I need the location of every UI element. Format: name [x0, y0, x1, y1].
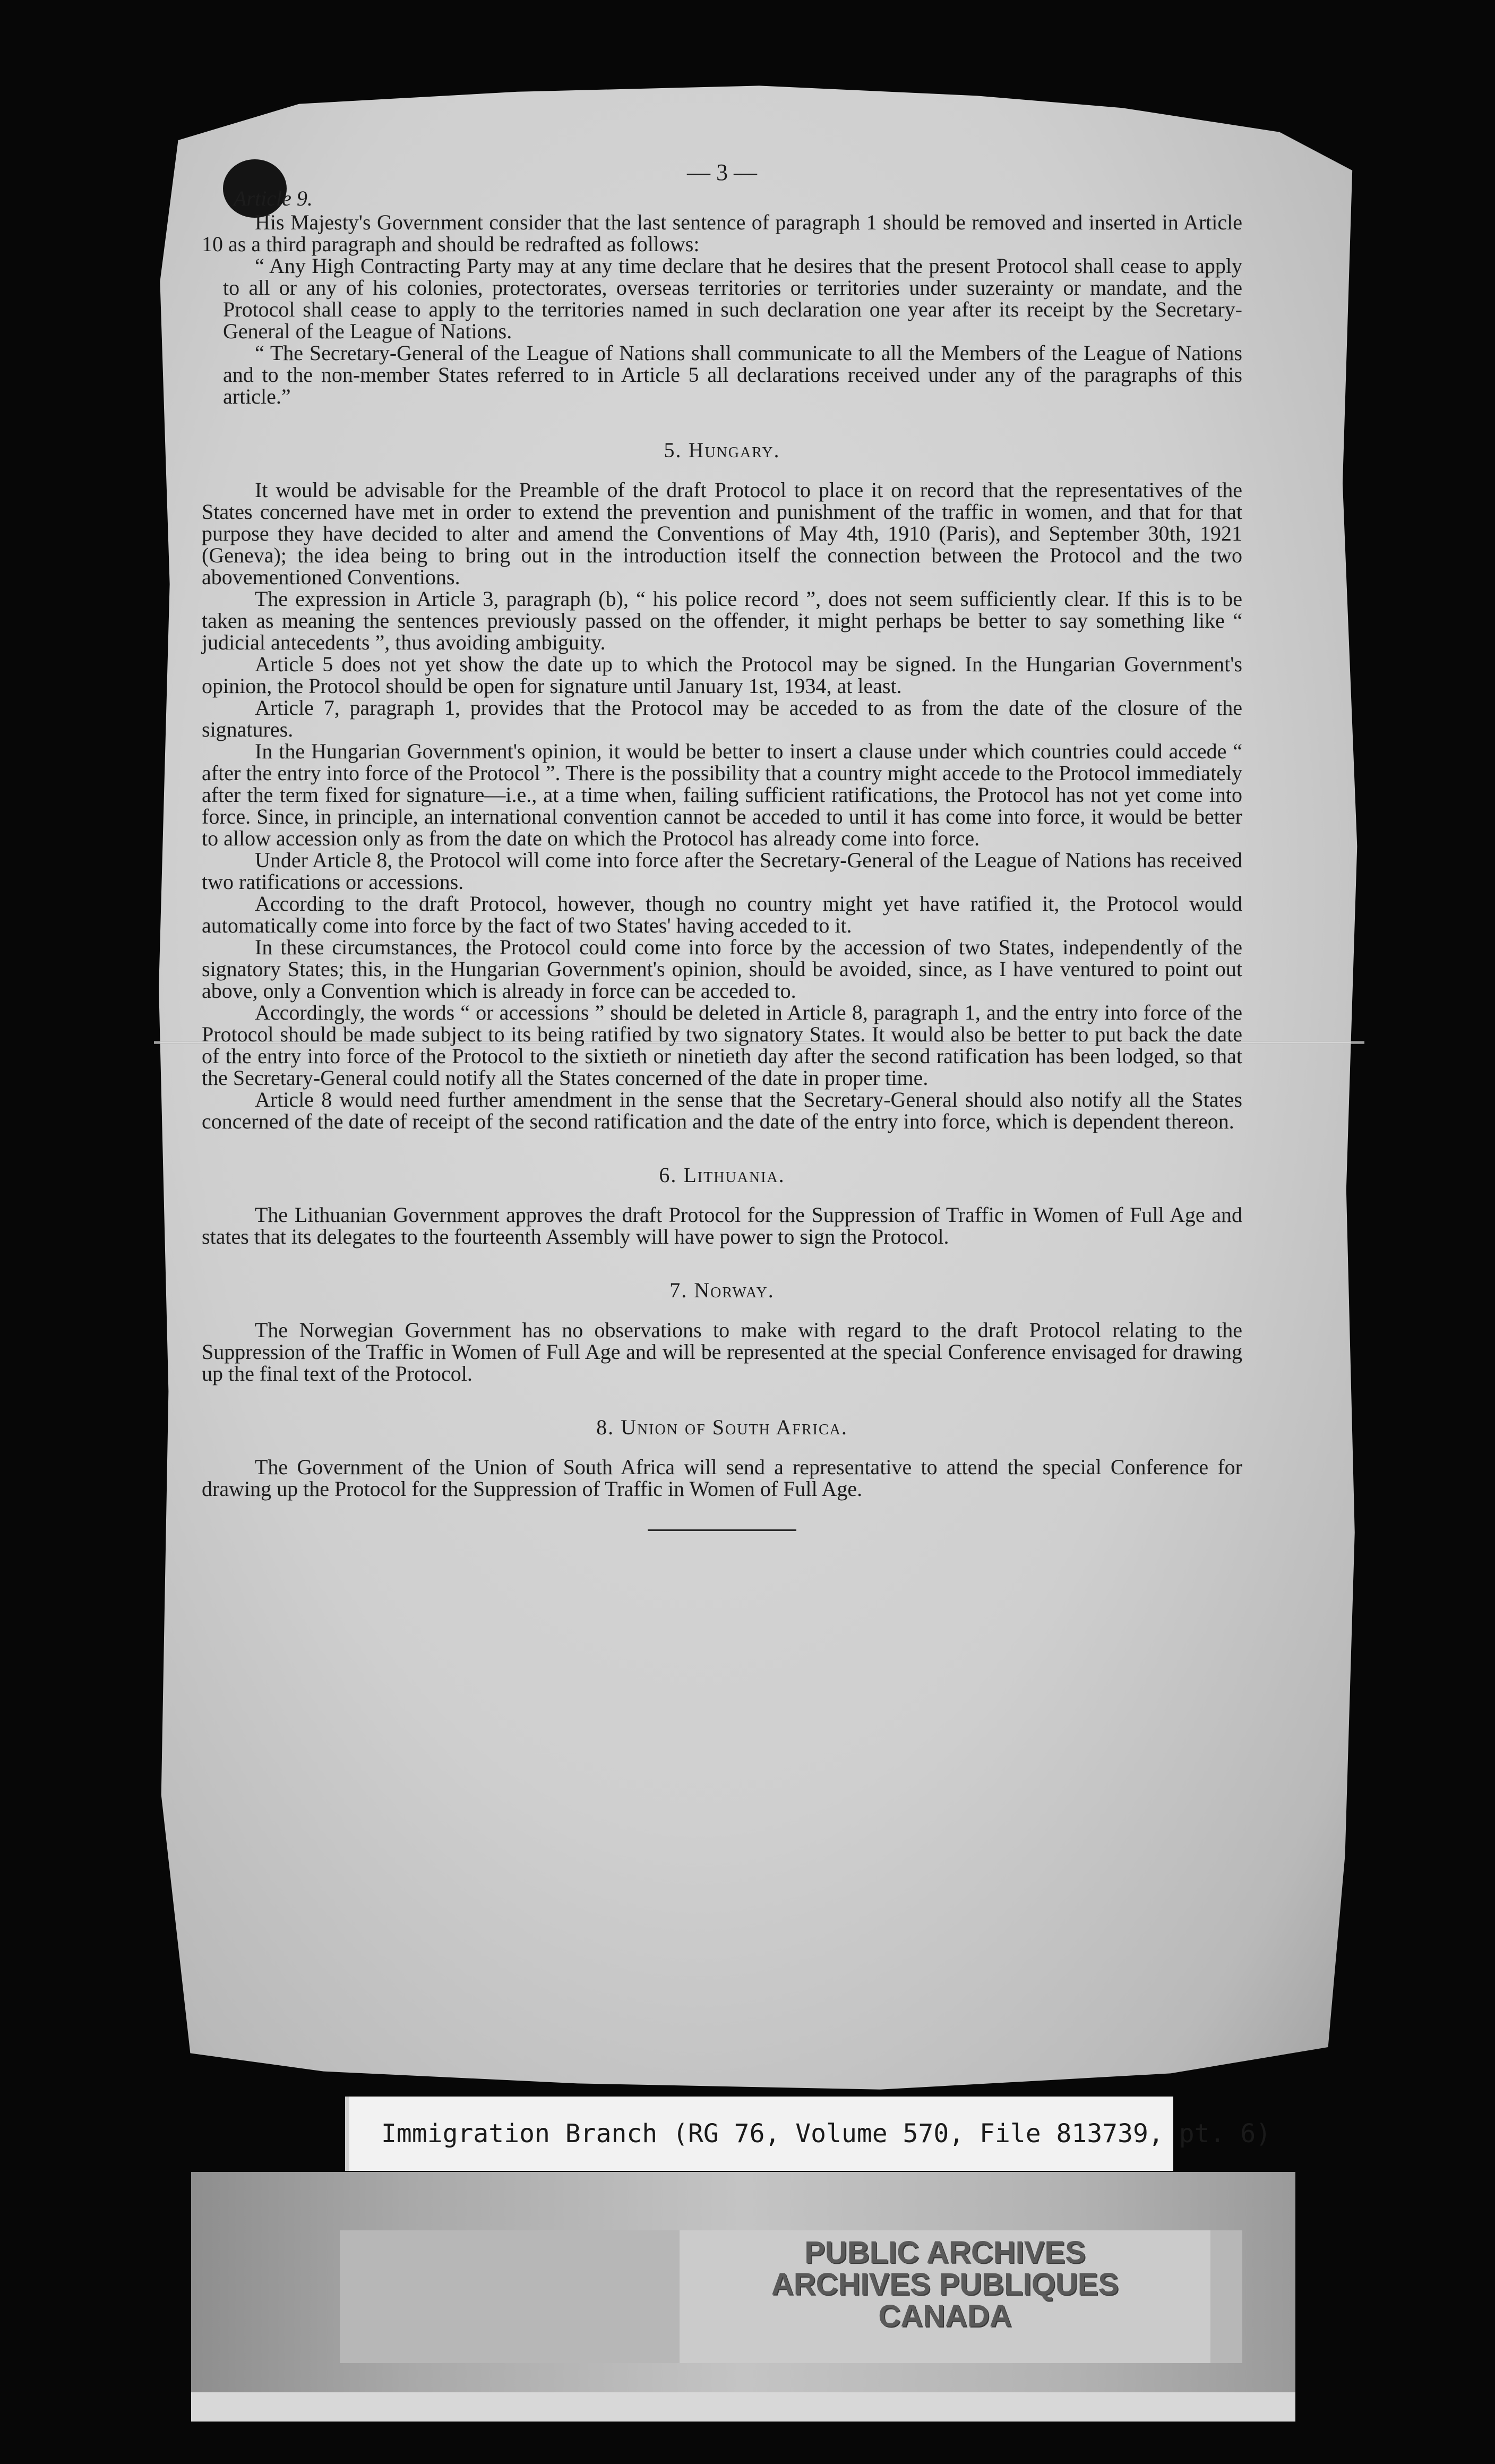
body-paragraph: Article 7, paragraph 1, provides that the Protocol may be acceded to as from the date of the closure of the signatures. [202, 696, 1242, 741]
section-heading: 7. Norway. [669, 1278, 775, 1302]
end-rule [648, 1529, 796, 1531]
body-paragraph: It would be advisable for the Preamble of the draft Protocol to place it on record that the representatives of the States concerned have met in order to extend the prevention and punishment of the traffic in women, and that for that purpose they have decided to alter and amend the Conventions of May 4th, 1910 (Paris), and September 30th, 1921 (Geneva); the idea being to bring out in the introduction itself the connection between the Protocol and the two abovementioned Conventions. [202, 478, 1242, 589]
quoted-paragraph: “ The Secretary-General of the League of Nations shall communicate to all the Members of the League of Nations and to the non-member States referred to in Article 5 all declarations received under any of the paragraphs of this article.” [223, 341, 1242, 408]
stamp-line: CANADA [878, 2299, 1012, 2333]
stamp-text [680, 2237, 1210, 2332]
page-number: — 3 — [687, 159, 757, 185]
section-norway [202, 1279, 1242, 1384]
section-heading: 5. Hungary. [664, 438, 780, 462]
body-paragraph: The Lithuanian Government approves the draft Protocol for the Suppression of Traffic in Women of Full Age and states that its delegates to the fourteenth Assembly will have power to sign the Protocol. [202, 1203, 1242, 1248]
body-paragraph: In these circumstances, the Protocol could come into force by the accession of two States, independently of the signatory States; this, in the Hungarian Government's opinion, should be avoided, since, as I have ventured to point out above, only a Convention which is already in force can be acceded to. [202, 935, 1242, 1003]
stamp-backing [340, 2230, 1242, 2363]
body-paragraph: The Norwegian Government has no observations to make with regard to the draft Protocol relating to the Suppression of the Traffic in Women of Full Age and will be represented at the special Conference envisaged for drawing up the final text of the Protocol. [202, 1318, 1242, 1385]
body-paragraph: Article 8 would need further amendment in the sense that the Secretary-General should also notify all the States concerned of the date of receipt of the second ratification and the date of the entry into force, which is dependent thereon. [202, 1088, 1242, 1133]
article-heading: Article 9. [234, 186, 313, 210]
archive-reference-text: Immigration Branch (RG 76, Volume 570, File 813739, pt. 6) [381, 2119, 1271, 2149]
body-paragraph: The expression in Article 3, paragraph (b), “ his police record ”, does not seem sufficiently clear. If this is to be taken as meaning the sentences previously passed on the offender, it might perhaps be better to say something like “ judicial antecedents ”, thus avoiding ambiguity. [202, 587, 1242, 654]
archive-stamp-area [191, 2172, 1295, 2422]
intro-paragraph: His Majesty's Government consider that the last sentence of paragraph 1 should be removed and inserted in Article 10 as a third paragraph and should be redrafted as follows: [202, 210, 1242, 256]
body-paragraph: In the Hungarian Government's opinion, it would be better to insert a clause under which countries could accede “ after the entry into force of the Protocol ”. There is the possibility that a country might accede to the Protocol immediately after the term fixed for signature—i.e., at a time when, failing sufficient ratifications, the Protocol has not yet come into force. Since, in principle, an international convention cannot be acceded to until it has come into force, it would be better to allow accession only as from the date on which the Protocol has already come into force. [202, 739, 1242, 850]
stamp-line: PUBLIC ARCHIVES [804, 2235, 1086, 2270]
section-lithuania [202, 1164, 1242, 1247]
body-paragraph: The Government of the Union of South Africa will send a representative to attend the special Conference for drawing up the Protocol for the Suppression of Traffic in Women of Full Age. [202, 1455, 1242, 1501]
archives-stamp [680, 2230, 1210, 2363]
section-heading: 6. Lithuania. [659, 1163, 785, 1187]
stamp-line: ARCHIVES PUBLIQUES [771, 2267, 1119, 2302]
document-body [202, 149, 1242, 1531]
body-paragraph: Accordingly, the words “ or accessions ” should be deleted in Article 8, paragraph 1, and the entry into force of the Protocol should be made subject to its being ratified by two signatory States. It would also be better to put back the date of the entry into force of the Protocol to the sixtieth or ninetieth day after the second ratification has been lodged, so that the Secretary-General could notify all the States concerned of the date in proper time. [202, 1000, 1242, 1090]
section-hungary [202, 439, 1242, 1132]
section-heading: 8. Union of South Africa. [596, 1415, 848, 1439]
quoted-paragraph: “ Any High Contracting Party may at any time declare that he desires that the present Protocol shall cease to apply to all or any of his colonies, protectorates, overseas territories or territories under suzerainty or mandate, and the Protocol shall cease to apply to the territories named in such declaration one year after its receipt by the Secretary-General of the League of Nations. [223, 254, 1242, 343]
stamp-lower-strip [191, 2392, 1295, 2422]
body-paragraph: Article 5 does not yet show the date up to which the Protocol may be signed. In the Hungarian Government's opinion, the Protocol should be open for signature until January 1st, 1934, at least. [202, 652, 1242, 698]
body-paragraph: Under Article 8, the Protocol will come into force after the Secretary-General of the League of Nations has received two ratifications or accessions. [202, 848, 1242, 894]
section-south-africa [202, 1416, 1242, 1500]
archive-reference-label [345, 2097, 1271, 2171]
body-paragraph: According to the draft Protocol, however, though no country might yet have ratified it, the Protocol would automatically come into force by the fact of two States' having acceded to it. [202, 892, 1242, 937]
